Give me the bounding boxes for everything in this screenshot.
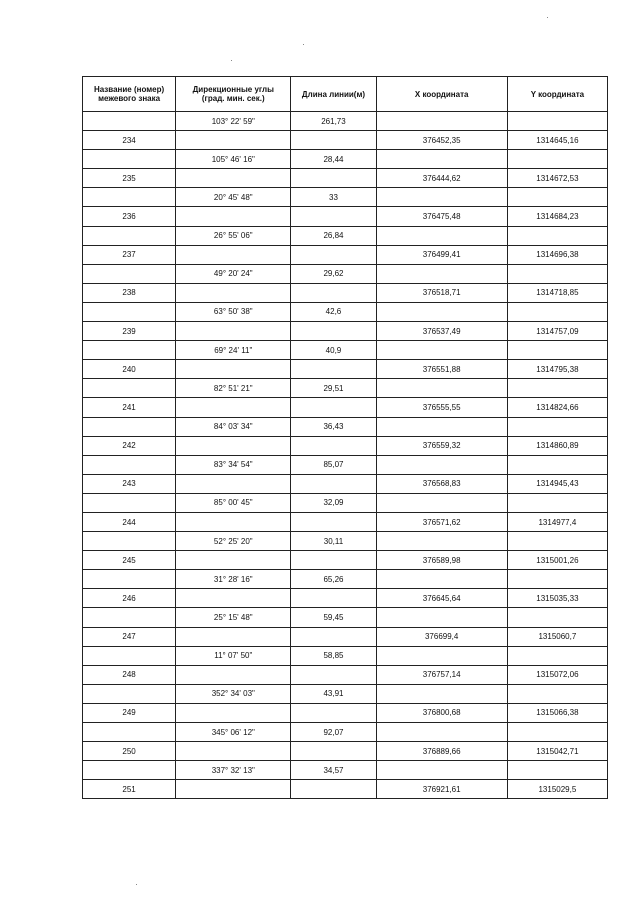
cell-y-coordinate: [507, 684, 607, 703]
cell-directional-angle: 26° 55' 06": [176, 226, 291, 245]
cell-y-coordinate: [507, 570, 607, 589]
cell-y-coordinate: [507, 379, 607, 398]
cell-directional-angle: [176, 512, 291, 531]
table-row: [83, 341, 608, 360]
cell-marker-name: 236: [83, 207, 176, 226]
cell-marker-name: [83, 608, 176, 627]
cell-x-coordinate: 376499,41: [376, 245, 507, 264]
cell-directional-angle: 105° 46' 16": [176, 150, 291, 169]
cell-marker-name: 246: [83, 589, 176, 608]
cell-x-coordinate: [376, 226, 507, 245]
scan-speck: [231, 60, 232, 61]
cell-marker-name: 242: [83, 436, 176, 455]
cell-marker-name: [83, 761, 176, 780]
cell-x-coordinate: 376475,48: [376, 207, 507, 226]
cell-directional-angle: [176, 169, 291, 188]
table-row: [83, 112, 608, 131]
cell-y-coordinate: 1314977,4: [507, 512, 607, 531]
cell-marker-name: 235: [83, 169, 176, 188]
cell-marker-name: [83, 188, 176, 207]
cell-y-coordinate: [507, 493, 607, 512]
cell-marker-name: [83, 646, 176, 665]
header-line-length: [291, 77, 376, 112]
cell-y-coordinate: 1314945,43: [507, 474, 607, 493]
cell-marker-name: 251: [83, 780, 176, 799]
header-text-line: (град. мин. сек.): [201, 94, 265, 103]
table-row: [83, 417, 608, 436]
cell-y-coordinate: 1314757,09: [507, 322, 607, 341]
cell-marker-name: [83, 150, 176, 169]
table-row: [83, 627, 608, 646]
cell-y-coordinate: [507, 112, 607, 131]
header-text-line: Y координата: [530, 89, 585, 99]
cell-line-length: 33: [291, 188, 376, 207]
cell-directional-angle: 25° 15' 48": [176, 608, 291, 627]
cell-x-coordinate: 376645,64: [376, 589, 507, 608]
cell-directional-angle: [176, 322, 291, 341]
cell-line-length: [291, 703, 376, 722]
cell-directional-angle: [176, 780, 291, 799]
cell-x-coordinate: [376, 112, 507, 131]
cell-y-coordinate: [507, 608, 607, 627]
cell-x-coordinate: 376800,68: [376, 703, 507, 722]
cell-directional-angle: [176, 703, 291, 722]
scan-speck: [303, 44, 304, 45]
table-row: [83, 188, 608, 207]
cell-marker-name: 239: [83, 322, 176, 341]
table-row: [83, 512, 608, 531]
cell-line-length: [291, 322, 376, 341]
cell-x-coordinate: [376, 761, 507, 780]
cell-y-coordinate: 1314696,38: [507, 245, 607, 264]
cell-y-coordinate: [507, 264, 607, 283]
cell-line-length: [291, 398, 376, 417]
cell-x-coordinate: 376571,62: [376, 512, 507, 531]
header-directional-angles: [176, 77, 291, 112]
table-row: [83, 436, 608, 455]
table-row: [83, 780, 608, 799]
cell-x-coordinate: 376589,98: [376, 551, 507, 570]
cell-directional-angle: 345° 06' 12": [176, 723, 291, 742]
cell-marker-name: [83, 570, 176, 589]
cell-x-coordinate: 376559,32: [376, 436, 507, 455]
cell-line-length: 32,09: [291, 493, 376, 512]
cell-x-coordinate: 376452,35: [376, 131, 507, 150]
cell-y-coordinate: [507, 455, 607, 474]
cell-line-length: 92,07: [291, 723, 376, 742]
cell-directional-angle: [176, 665, 291, 684]
cell-y-coordinate: 1315001,26: [507, 551, 607, 570]
cell-y-coordinate: 1314645,16: [507, 131, 607, 150]
cell-directional-angle: 31° 28' 16": [176, 570, 291, 589]
cell-directional-angle: 11° 07' 50": [176, 646, 291, 665]
cell-line-length: [291, 360, 376, 379]
cell-marker-name: [83, 302, 176, 321]
boundary-coordinates-table: [82, 76, 608, 799]
cell-directional-angle: [176, 551, 291, 570]
scan-speck: [547, 17, 548, 18]
table-row: [83, 532, 608, 551]
cell-marker-name: [83, 112, 176, 131]
cell-line-length: [291, 131, 376, 150]
cell-marker-name: [83, 723, 176, 742]
cell-y-coordinate: 1315035,33: [507, 589, 607, 608]
table-row: [83, 150, 608, 169]
cell-y-coordinate: 1314860,89: [507, 436, 607, 455]
cell-x-coordinate: [376, 455, 507, 474]
cell-y-coordinate: 1315072,06: [507, 665, 607, 684]
cell-x-coordinate: [376, 493, 507, 512]
cell-line-length: 58,85: [291, 646, 376, 665]
cell-x-coordinate: [376, 341, 507, 360]
cell-line-length: 29,62: [291, 264, 376, 283]
cell-marker-name: [83, 226, 176, 245]
cell-x-coordinate: 376889,66: [376, 742, 507, 761]
cell-marker-name: [83, 264, 176, 283]
cell-marker-name: [83, 417, 176, 436]
cell-marker-name: 244: [83, 512, 176, 531]
cell-directional-angle: [176, 474, 291, 493]
cell-line-length: [291, 742, 376, 761]
cell-x-coordinate: [376, 302, 507, 321]
table-row: [83, 245, 608, 264]
table-row: [83, 665, 608, 684]
cell-x-coordinate: 376921,61: [376, 780, 507, 799]
cell-marker-name: 247: [83, 627, 176, 646]
cell-y-coordinate: [507, 417, 607, 436]
cell-marker-name: [83, 455, 176, 474]
cell-directional-angle: 84° 03' 34": [176, 417, 291, 436]
cell-line-length: [291, 512, 376, 531]
header-y-coordinate: [507, 77, 607, 112]
cell-y-coordinate: 1315066,38: [507, 703, 607, 722]
cell-line-length: [291, 589, 376, 608]
cell-line-length: [291, 436, 376, 455]
cell-y-coordinate: 1315029,5: [507, 780, 607, 799]
cell-x-coordinate: 376699,4: [376, 627, 507, 646]
cell-line-length: 85,07: [291, 455, 376, 474]
cell-line-length: [291, 474, 376, 493]
cell-y-coordinate: [507, 532, 607, 551]
cell-line-length: [291, 245, 376, 264]
table-row: [83, 474, 608, 493]
cell-marker-name: 238: [83, 283, 176, 302]
header-marker-name: [83, 77, 176, 112]
table-row: [83, 398, 608, 417]
cell-y-coordinate: 1314672,53: [507, 169, 607, 188]
table-row: [83, 742, 608, 761]
cell-directional-angle: 69° 24' 11": [176, 341, 291, 360]
cell-line-length: 26,84: [291, 226, 376, 245]
cell-marker-name: [83, 684, 176, 703]
cell-x-coordinate: [376, 379, 507, 398]
cell-marker-name: [83, 493, 176, 512]
header-text-line: межевого знака: [98, 94, 161, 103]
cell-line-length: [291, 551, 376, 570]
cell-marker-name: [83, 532, 176, 551]
cell-x-coordinate: [376, 608, 507, 627]
cell-directional-angle: [176, 283, 291, 302]
cell-directional-angle: [176, 742, 291, 761]
table-row: [83, 455, 608, 474]
table-row: [83, 131, 608, 150]
cell-line-length: [291, 169, 376, 188]
cell-x-coordinate: [376, 570, 507, 589]
cell-marker-name: 237: [83, 245, 176, 264]
cell-directional-angle: 103° 22' 59": [176, 112, 291, 131]
cell-marker-name: 243: [83, 474, 176, 493]
table-row: [83, 608, 608, 627]
cell-marker-name: 240: [83, 360, 176, 379]
table-row: [83, 551, 608, 570]
table-row: [83, 360, 608, 379]
table-row: [83, 589, 608, 608]
cell-x-coordinate: [376, 188, 507, 207]
cell-marker-name: 245: [83, 551, 176, 570]
cell-y-coordinate: [507, 646, 607, 665]
table-row: [83, 703, 608, 722]
cell-y-coordinate: [507, 302, 607, 321]
cell-x-coordinate: 376555,55: [376, 398, 507, 417]
cell-x-coordinate: [376, 417, 507, 436]
cell-directional-angle: [176, 360, 291, 379]
cell-directional-angle: 63° 50' 38": [176, 302, 291, 321]
cell-line-length: [291, 283, 376, 302]
cell-directional-angle: [176, 436, 291, 455]
cell-line-length: 43,91: [291, 684, 376, 703]
header-text-line: X координата: [414, 89, 469, 99]
cell-line-length: [291, 780, 376, 799]
scan-speck: [136, 884, 137, 885]
cell-y-coordinate: [507, 723, 607, 742]
table-row: [83, 761, 608, 780]
cell-x-coordinate: 376444,62: [376, 169, 507, 188]
cell-x-coordinate: 376757,14: [376, 665, 507, 684]
cell-line-length: [291, 665, 376, 684]
cell-directional-angle: [176, 627, 291, 646]
cell-marker-name: 249: [83, 703, 176, 722]
cell-y-coordinate: 1314795,38: [507, 360, 607, 379]
cell-directional-angle: 83° 34' 54": [176, 455, 291, 474]
header-text-line: Длина линии(м): [301, 89, 366, 99]
cell-x-coordinate: 376537,49: [376, 322, 507, 341]
cell-y-coordinate: [507, 188, 607, 207]
cell-directional-angle: 52° 25' 20": [176, 532, 291, 551]
cell-x-coordinate: [376, 264, 507, 283]
cell-line-length: 36,43: [291, 417, 376, 436]
table-row: [83, 207, 608, 226]
cell-directional-angle: 49° 20' 24": [176, 264, 291, 283]
cell-directional-angle: [176, 245, 291, 264]
cell-x-coordinate: [376, 723, 507, 742]
cell-directional-angle: 20° 45' 48": [176, 188, 291, 207]
cell-directional-angle: [176, 207, 291, 226]
table-body: [83, 112, 608, 799]
cell-y-coordinate: [507, 226, 607, 245]
table-row: [83, 723, 608, 742]
cell-directional-angle: [176, 398, 291, 417]
table-row: [83, 302, 608, 321]
cell-marker-name: [83, 379, 176, 398]
header-x-coordinate: [376, 77, 507, 112]
table-row: [83, 226, 608, 245]
table-row: [83, 379, 608, 398]
table-row: [83, 493, 608, 512]
cell-line-length: 65,26: [291, 570, 376, 589]
cell-line-length: 34,57: [291, 761, 376, 780]
cell-y-coordinate: 1314718,85: [507, 283, 607, 302]
cell-y-coordinate: [507, 150, 607, 169]
table-header-row: [83, 77, 608, 112]
table-row: [83, 646, 608, 665]
cell-y-coordinate: 1314684,23: [507, 207, 607, 226]
cell-y-coordinate: [507, 341, 607, 360]
cell-y-coordinate: [507, 761, 607, 780]
cell-line-length: 59,45: [291, 608, 376, 627]
cell-marker-name: 241: [83, 398, 176, 417]
cell-directional-angle: 82° 51' 21": [176, 379, 291, 398]
cell-line-length: [291, 207, 376, 226]
cell-x-coordinate: [376, 532, 507, 551]
table-row: [83, 169, 608, 188]
cell-directional-angle: [176, 131, 291, 150]
cell-y-coordinate: 1314824,66: [507, 398, 607, 417]
cell-line-length: 42,6: [291, 302, 376, 321]
cell-line-length: 30,11: [291, 532, 376, 551]
cell-directional-angle: [176, 589, 291, 608]
cell-x-coordinate: 376568,83: [376, 474, 507, 493]
table-row: [83, 283, 608, 302]
cell-x-coordinate: 376551,88: [376, 360, 507, 379]
cell-marker-name: 250: [83, 742, 176, 761]
cell-directional-angle: 85° 00' 45": [176, 493, 291, 512]
table-row: [83, 322, 608, 341]
cell-line-length: 29,51: [291, 379, 376, 398]
table-row: [83, 264, 608, 283]
cell-x-coordinate: [376, 684, 507, 703]
cell-line-length: 28,44: [291, 150, 376, 169]
cell-x-coordinate: [376, 150, 507, 169]
cell-line-length: 40,9: [291, 341, 376, 360]
cell-y-coordinate: 1315060,7: [507, 627, 607, 646]
cell-line-length: 261,73: [291, 112, 376, 131]
cell-marker-name: [83, 341, 176, 360]
header-text-line: Название (номер): [93, 85, 165, 94]
cell-y-coordinate: 1315042,71: [507, 742, 607, 761]
cell-x-coordinate: 376518,71: [376, 283, 507, 302]
cell-directional-angle: 337° 32' 13": [176, 761, 291, 780]
cell-line-length: [291, 627, 376, 646]
cell-directional-angle: 352° 34' 03": [176, 684, 291, 703]
cell-marker-name: 248: [83, 665, 176, 684]
header-text-line: Дирекционные углы: [192, 85, 274, 94]
table-row: [83, 570, 608, 589]
cell-marker-name: 234: [83, 131, 176, 150]
cell-x-coordinate: [376, 646, 507, 665]
table-row: [83, 684, 608, 703]
